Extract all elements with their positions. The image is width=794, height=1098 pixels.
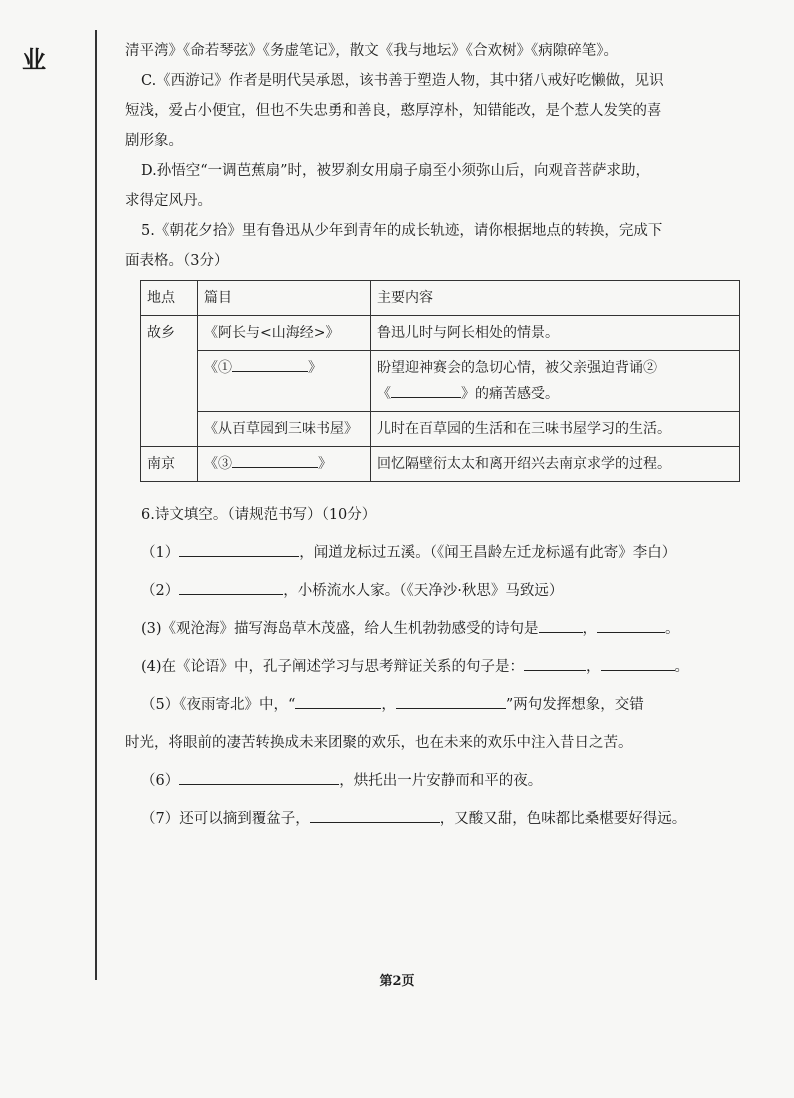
location-empty bbox=[141, 412, 198, 447]
punct: ， bbox=[381, 697, 396, 713]
q6-item-5 bbox=[125, 686, 745, 724]
item-text: ，闻道龙标过五溪。（《闻王昌龄左迁龙标遥有此寄》李白） bbox=[299, 545, 677, 561]
table-row bbox=[141, 351, 740, 412]
item-number: （2） bbox=[141, 583, 180, 599]
item-text: （7）还可以摘到覆盆子， bbox=[141, 811, 310, 827]
title-cell bbox=[198, 351, 371, 412]
blank-fill[interactable] bbox=[179, 768, 339, 785]
table-header-row bbox=[141, 281, 740, 316]
title-open: 《③ bbox=[204, 456, 232, 472]
question-5-table bbox=[140, 280, 740, 482]
page-number: 第2页 bbox=[379, 974, 415, 989]
blank-3[interactable] bbox=[232, 451, 318, 468]
title-cell: 《从百草园到三味书屋》 bbox=[198, 412, 371, 447]
blank-fill[interactable] bbox=[396, 692, 506, 709]
text-line: 短浅，爱占小便宜，但也不失忠勇和善良，憨厚淳朴，知错能改，是个惹人发笑的喜 bbox=[125, 103, 662, 119]
item-text: (3)《观沧海》描写海岛草木茂盛，给人生机勃勃感受的诗句是 bbox=[141, 621, 539, 637]
content-cell: 儿时在百草园的生活和在三味书屋学习的生活。 bbox=[371, 412, 740, 447]
punct: 。 bbox=[665, 621, 680, 637]
content-line: 盼望迎神赛会的急切心情，被父亲强迫背诵② bbox=[377, 360, 657, 376]
punct: 。 bbox=[674, 659, 690, 675]
question-5-score: 面表格。（3分） bbox=[125, 253, 229, 269]
q6-item-2 bbox=[125, 572, 745, 610]
option-c-line: C.《西游记》作者是明代吴承恩，该书善于塑造人物，其中猪八戒好吃懒做，见识 bbox=[141, 73, 664, 89]
blank-fill[interactable] bbox=[179, 540, 299, 557]
content-cell: 回忆隔壁衍太太和离开绍兴去南京求学的过程。 bbox=[371, 447, 740, 482]
content-cell bbox=[371, 351, 740, 412]
item-text: ，又酸又甜，色味都比桑椹要好得远。 bbox=[439, 811, 687, 827]
content-cell: 鲁迅儿时与阿长相处的情景。 bbox=[371, 316, 740, 351]
blank-fill[interactable] bbox=[295, 692, 381, 709]
header-title: 篇目 bbox=[198, 281, 371, 316]
q6-item-5-cont: 时光，将眼前的凄苦转换成未来团聚的欢乐，也在未来的欢乐中注入昔日之苦。 bbox=[125, 735, 633, 751]
punct: ， bbox=[582, 621, 598, 637]
q6-item-3 bbox=[125, 610, 745, 648]
title-cell: 《阿长与<山海经>》 bbox=[198, 316, 371, 351]
binding-line bbox=[95, 30, 97, 980]
table-row bbox=[141, 316, 740, 351]
title-close: 》 bbox=[308, 360, 322, 376]
q6-item-4 bbox=[125, 648, 745, 686]
item-text: （5）《夜雨寄北》中，“ bbox=[141, 697, 296, 713]
header-content: 主要内容 bbox=[371, 281, 740, 316]
blank-2[interactable] bbox=[391, 381, 461, 398]
question-6-heading: 6.诗文填空。（请规范书写）（10分） bbox=[141, 507, 377, 523]
blank-fill[interactable] bbox=[524, 654, 586, 671]
item-text: ，烘托出一片安静而和平的夜。 bbox=[339, 773, 543, 789]
text-line: 求得定风丹。 bbox=[125, 193, 212, 209]
blank-fill[interactable] bbox=[597, 616, 665, 633]
title-open: 《① bbox=[204, 360, 232, 376]
content-open: 《 bbox=[377, 386, 391, 402]
title-cell bbox=[198, 447, 371, 482]
blank-1[interactable] bbox=[232, 355, 308, 372]
location-empty bbox=[141, 351, 198, 412]
header-location: 地点 bbox=[141, 281, 198, 316]
item-text: ，小桥流水人家。（《天净沙·秋思》马致远） bbox=[283, 583, 564, 599]
location-nanjing: 南京 bbox=[141, 447, 198, 482]
question-5-line: 5.《朝花夕拾》里有鲁迅从少年到青年的成长轨迹，请你根据地点的转换，完成下 bbox=[141, 223, 663, 239]
item-text: ”两句发挥想象，交错 bbox=[505, 697, 644, 713]
content-close: 》的痛苦感受。 bbox=[461, 386, 559, 402]
q6-item-7 bbox=[125, 800, 745, 838]
blank-fill[interactable] bbox=[601, 654, 675, 671]
q6-item-1 bbox=[125, 534, 745, 572]
blank-fill[interactable] bbox=[179, 578, 283, 595]
item-number: （1） bbox=[141, 545, 180, 561]
side-margin-char: 业 bbox=[22, 46, 46, 74]
location-hometown: 故乡 bbox=[141, 316, 198, 351]
item-number: （6） bbox=[141, 773, 180, 789]
content-line bbox=[377, 381, 733, 407]
table-row bbox=[141, 447, 740, 482]
blank-fill[interactable] bbox=[539, 616, 583, 633]
title-close: 》 bbox=[318, 456, 332, 472]
text-line: 剧形象。 bbox=[125, 133, 183, 149]
text-line: 清平湾》《命若琴弦》《务虚笔记》，散文《我与地坛》《合欢树》《病隙碎笔》。 bbox=[125, 43, 618, 59]
punct: ， bbox=[586, 659, 601, 675]
option-d-line: D.孙悟空“一调芭蕉扇”时，被罗刹女用扇子扇至小须弥山后，向观音菩萨求助， bbox=[141, 163, 651, 179]
q6-item-6 bbox=[125, 762, 745, 800]
item-text: (4)在《论语》中，孔子阐述学习与思考辩证关系的句子是： bbox=[141, 659, 525, 675]
page-content bbox=[125, 36, 745, 838]
table-row bbox=[141, 412, 740, 447]
question-6 bbox=[125, 496, 745, 838]
blank-fill[interactable] bbox=[310, 806, 440, 823]
